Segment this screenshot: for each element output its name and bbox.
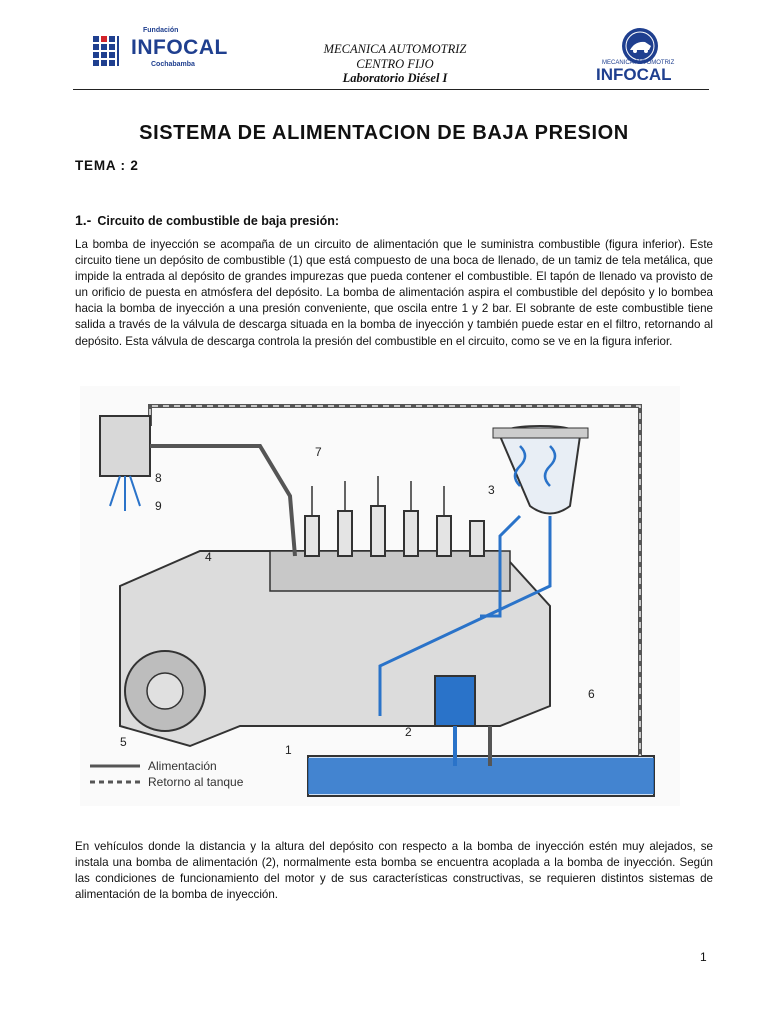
- section-number: 1.-: [75, 212, 92, 228]
- label-5: 5: [120, 735, 127, 749]
- infocal-logo-right: [590, 24, 690, 86]
- header-divider: [73, 89, 709, 90]
- label-9: 9: [155, 499, 162, 513]
- fuel-system-diagram: [80, 386, 680, 806]
- header-line-1: MECANICA AUTOMOTRIZ: [323, 42, 467, 56]
- topic-number: TEMA : 2: [75, 158, 139, 173]
- logo-left-brand: INFOCAL: [131, 36, 228, 59]
- legend-return: Retorno al tanque: [148, 775, 244, 789]
- infocal-logo-left: [73, 22, 228, 82]
- logo-right-small-text: MECANICA AUTOMOTRIZ: [602, 60, 675, 66]
- header-line-2: CENTRO FIJO: [356, 56, 434, 71]
- label-6: 6: [588, 687, 595, 701]
- feed-pump: [435, 676, 475, 726]
- label-1: 1: [285, 743, 292, 757]
- paragraph-1: La bomba de inyección se acompaña de un circuito de alimentación que le suministra combustible (figura inferior). Este circuito tiene un depósito de combustible (1) que está compuesto de una boca de llenado, de un tamiz de tela metálica, que impide la entrada al depósito de grandes impurezas que pueda contener el combustible. El tapón de llenado va provisto de un orificio de puesta en atmósfera del depósito. La bomba de alimentación aspira el combustible del depósito y lo bombea hacia la bomba de inyección a una presión conveniente, que oscila entre 1 y 2 bar. El sobrante de este combustible tiene salida a través de la válvula de descarga situada en la bomba de inyección y también puede estar en el filtro, retornando al depósito. Esta válvula de descarga controla la presión del combustible en el circuito, como se ve en la figura inferior.: [75, 238, 713, 348]
- label-2: 2: [405, 725, 412, 739]
- label-8: 8: [155, 471, 162, 485]
- paragraph-2: En vehículos donde la distancia y la altura del depósito con respecto a la bomba de inyección estén muy alejados, se instala una bomba de alimentación (2), normalmente esta bomba se encuentra acoplada a la bomba de inyección. Según las condiciones de funcionamiento del motor y de sus características constructivas, se requieren distintos sistemas de alimentación de la bomba de inyección.: [75, 840, 713, 902]
- label-4: 4: [205, 550, 212, 564]
- fuel-system-illustration: [80, 386, 680, 806]
- legend-feed: Alimentación: [148, 759, 217, 773]
- logo-left-small-text: Fundación: [143, 27, 179, 34]
- header-line-3: Laboratorio Diésel I: [342, 71, 448, 85]
- label-7: 7: [315, 445, 322, 459]
- logo-left-sub: Cochabamba: [151, 61, 195, 68]
- label-3: 3: [488, 483, 495, 497]
- section-title: Circuito de combustible de baja presión:: [97, 214, 340, 228]
- page-title: SISTEMA DE ALIMENTACION DE BAJA PRESION: [139, 122, 629, 144]
- page-number: 1: [700, 950, 707, 964]
- logo-right-brand: INFOCAL: [596, 65, 672, 84]
- section-heading: [75, 212, 339, 228]
- injector-nozzle: [100, 416, 150, 476]
- header-center: [250, 42, 540, 86]
